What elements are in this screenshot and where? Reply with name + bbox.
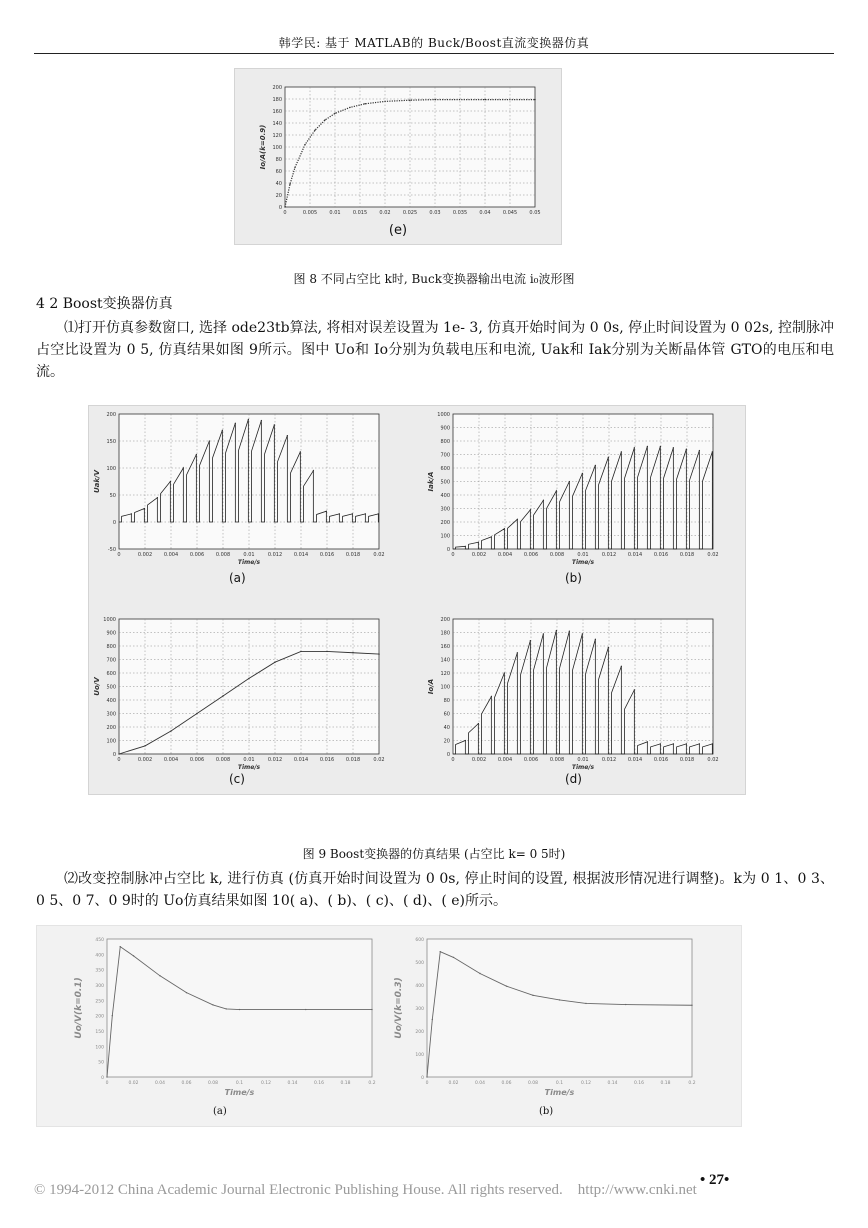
- x-tick-label: 0: [105, 1081, 109, 1086]
- data-point: [712, 451, 713, 452]
- data-point: [106, 1076, 107, 1077]
- y-tick-label: 0: [421, 1076, 424, 1081]
- data-point: [118, 753, 119, 754]
- x-tick-label: 0.012: [601, 552, 617, 558]
- x-tick-label: 0.004: [497, 552, 513, 558]
- data-point: [157, 497, 158, 498]
- data-point: [261, 420, 262, 421]
- y-tick-label: 200: [440, 520, 450, 526]
- data-point: [543, 633, 544, 634]
- data-point: [491, 536, 492, 537]
- x-tick-label: 0.02: [373, 757, 385, 763]
- y-tick-label: 150: [95, 1030, 104, 1035]
- y-tick-label: 180: [440, 630, 450, 637]
- y-tick-label: 200: [415, 1030, 424, 1035]
- figure-9c-label: (c): [229, 772, 245, 786]
- y-tick-label: 200: [106, 412, 116, 418]
- data-point: [274, 662, 275, 663]
- plot-frame: [107, 939, 372, 1077]
- paragraph-1: ⑴打开仿真参数窗口, 选择 ode23tb算法, 将相对误差设置为 1e- 3, 仿真开始时间为 0 0s, 停止时间设置为 0 02s, 控制脉冲占空比设置为 0 5, 仿真结果如图 9所示。图中 Uo和 Io分别为负载电压和电流, Uak和 Iak分别为关断晶体管 GTO的电压和电流。: [36, 320, 834, 380]
- y-tick-label: 100: [106, 466, 116, 472]
- data-point: [556, 630, 557, 631]
- data-point: [647, 741, 648, 742]
- data-point: [170, 481, 171, 482]
- x-tick-label: 0.014: [627, 552, 643, 558]
- x-tick-label: 0.004: [163, 757, 179, 763]
- data-point: [484, 99, 485, 100]
- x-tick-label: 0.02: [379, 210, 391, 216]
- data-point: [112, 1015, 113, 1016]
- y-tick-label: 50: [109, 493, 116, 499]
- data-point: [352, 513, 353, 514]
- data-point: [409, 100, 410, 101]
- figure-9-caption: 图 9 Boost变换器的仿真结果 (占空比 k= 0 5时): [302, 847, 566, 861]
- y-tick-label: 100: [440, 684, 450, 691]
- y-tick-label: 400: [440, 493, 450, 499]
- data-point: [691, 1005, 692, 1006]
- data-point: [569, 631, 570, 632]
- running-header: 韩学民: 基于 MATLAB的 Buck/Boost直流变换器仿真: [278, 36, 590, 50]
- x-tick-label: 0.01: [243, 757, 255, 763]
- data-point: [608, 647, 609, 648]
- y-tick-label: 120: [272, 133, 282, 139]
- y-tick-label: 500: [415, 961, 424, 966]
- x-tick-label: 0.14: [607, 1081, 618, 1086]
- y-tick-label: 80: [443, 698, 450, 704]
- data-point: [304, 144, 305, 145]
- y-tick-label: 150: [106, 439, 116, 445]
- data-point: [186, 992, 187, 993]
- data-point: [559, 999, 560, 1000]
- x-tick-label: 0.006: [189, 757, 205, 763]
- data-point: [364, 103, 365, 104]
- data-point: [324, 119, 325, 120]
- y-tick-label: 900: [440, 425, 450, 432]
- y-tick-label: 0: [278, 205, 282, 211]
- y-tick-label: 50: [98, 1060, 104, 1066]
- y-tick-label: 160: [272, 109, 282, 115]
- x-tick-label: 0.08: [527, 1081, 539, 1086]
- y-tick-label: 600: [415, 938, 424, 943]
- x-tick-label: 0.04: [479, 210, 491, 216]
- y-tick-label: 100: [272, 145, 282, 151]
- x-tick-label: 0.008: [215, 757, 231, 763]
- data-point: [144, 745, 145, 746]
- x-tick-label: 0.016: [319, 552, 335, 558]
- section-heading: 4 2 Boost变换器仿真: [36, 296, 173, 312]
- x-tick-label: 0.008: [215, 552, 231, 558]
- y-tick-label: 300: [415, 1007, 424, 1012]
- y-tick-label: 800: [440, 439, 450, 445]
- data-point: [556, 490, 557, 491]
- x-tick-label: 0.14: [287, 1081, 298, 1086]
- figure-9-panel: [88, 405, 746, 795]
- y-tick-label: 400: [106, 698, 116, 704]
- data-point: [595, 465, 596, 466]
- y-tick-label: 0: [101, 1076, 104, 1081]
- data-point: [712, 743, 713, 744]
- y-tick-label: 900: [106, 630, 116, 637]
- x-axis-label: Time/s: [544, 1088, 575, 1097]
- x-axis-label: Time/s: [571, 559, 595, 566]
- y-axis-label: Uo/V(k=0.3): [394, 977, 404, 1039]
- data-point: [378, 653, 379, 654]
- x-tick-label: 0.01: [577, 757, 589, 763]
- x-tick-label: 0.12: [260, 1081, 272, 1086]
- data-point: [314, 130, 315, 131]
- chart-fig10b: [387, 931, 717, 1111]
- data-point: [453, 957, 454, 958]
- y-tick-label: 60: [443, 711, 450, 718]
- data-point: [300, 651, 301, 652]
- data-point: [133, 955, 134, 956]
- x-tick-label: 0.012: [601, 757, 617, 763]
- x-tick-label: 0.02: [448, 1081, 459, 1086]
- data-point: [673, 743, 674, 744]
- data-point: [144, 508, 145, 509]
- x-axis-label: Time/s: [224, 1088, 255, 1097]
- y-tick-label: 600: [106, 671, 116, 677]
- x-tick-label: 0: [425, 1081, 429, 1086]
- data-point: [491, 696, 492, 697]
- y-tick-label: 200: [440, 617, 450, 623]
- data-point: [569, 481, 570, 482]
- data-point: [384, 101, 385, 102]
- data-point: [686, 449, 687, 450]
- x-axis-label: Time/s: [237, 764, 261, 771]
- data-point: [371, 1009, 372, 1010]
- data-point: [235, 423, 236, 424]
- y-tick-label: 140: [440, 657, 450, 664]
- x-tick-label: 0.014: [627, 757, 643, 763]
- y-tick-label: 200: [106, 725, 116, 731]
- x-tick-label: 0.04: [154, 1081, 166, 1086]
- x-tick-label: 0.16: [313, 1081, 325, 1086]
- data-point: [349, 107, 350, 108]
- x-tick-label: 0.12: [580, 1081, 592, 1086]
- data-point: [686, 743, 687, 744]
- data-point: [426, 1076, 427, 1077]
- data-point: [274, 424, 275, 425]
- y-tick-label: 120: [440, 671, 450, 677]
- figure-8-panel: [234, 68, 562, 245]
- y-tick-label: 160: [440, 644, 450, 650]
- x-tick-label: 0.03: [429, 210, 441, 216]
- data-point: [339, 513, 340, 514]
- data-point: [289, 184, 290, 185]
- x-tick-label: 0.006: [523, 552, 539, 558]
- data-point: [532, 995, 533, 996]
- copyright-footer: © 1994-2012 China Academic Journal Electronic Publishing House. All rights reserved. http://www.cnki.net: [34, 1182, 697, 1198]
- x-tick-label: 0: [451, 757, 455, 763]
- x-tick-label: 0.018: [679, 552, 695, 558]
- data-point: [506, 985, 507, 986]
- figure-9a-label: (a): [229, 571, 246, 585]
- x-tick-label: 0.006: [523, 757, 539, 763]
- y-tick-label: 100: [106, 738, 116, 745]
- y-tick-label: 100: [95, 1045, 104, 1051]
- x-tick-label: 0.08: [207, 1081, 219, 1086]
- data-point: [517, 652, 518, 653]
- data-point: [326, 511, 327, 512]
- data-point: [478, 723, 479, 724]
- data-point: [334, 113, 335, 114]
- data-point: [284, 206, 285, 207]
- data-point: [504, 528, 505, 529]
- x-tick-label: 0: [117, 757, 121, 763]
- x-tick-label: 0.1: [555, 1081, 564, 1086]
- y-tick-label: 20: [443, 738, 450, 745]
- data-point: [504, 672, 505, 673]
- x-tick-label: 0.002: [471, 552, 487, 558]
- x-tick-label: 0: [117, 552, 121, 558]
- x-axis-label: Time/s: [237, 559, 261, 566]
- data-point: [131, 513, 132, 514]
- y-axis-label: Uo/V(k=0.1): [74, 977, 84, 1039]
- data-point: [248, 419, 249, 420]
- y-tick-label: 350: [95, 968, 104, 974]
- figure-10-panel: [36, 925, 742, 1127]
- y-tick-label: 100: [440, 533, 450, 540]
- x-tick-label: 0.01: [243, 552, 255, 558]
- data-point: [365, 513, 366, 514]
- chart-fig9a: [89, 406, 399, 581]
- data-point: [248, 678, 249, 679]
- y-tick-label: -50: [107, 547, 116, 553]
- x-tick-label: 0.004: [497, 757, 513, 763]
- x-tick-label: 0.012: [267, 757, 283, 763]
- data-point: [585, 1003, 586, 1004]
- x-tick-label: 0.02: [707, 757, 719, 763]
- y-tick-label: 450: [95, 938, 104, 943]
- x-tick-label: 0.1: [235, 1081, 244, 1086]
- x-tick-label: 0.06: [181, 1081, 192, 1086]
- y-tick-label: 180: [272, 97, 282, 103]
- data-point: [159, 975, 160, 976]
- data-point: [432, 1019, 433, 1020]
- data-point: [621, 451, 622, 452]
- x-tick-label: 0.2: [368, 1081, 376, 1086]
- x-tick-label: 0.016: [319, 757, 335, 763]
- x-tick-label: 0.02: [373, 552, 385, 558]
- data-point: [530, 509, 531, 510]
- x-tick-label: 0.18: [340, 1081, 351, 1086]
- page-number: • 27•: [700, 1172, 730, 1188]
- data-point: [239, 1009, 240, 1010]
- data-point: [660, 446, 661, 447]
- x-tick-label: 0.014: [293, 552, 309, 558]
- x-tick-label: 0.01: [329, 210, 341, 216]
- y-axis-label: Io/A: [427, 678, 435, 695]
- y-tick-label: 60: [275, 169, 282, 175]
- y-tick-label: 500: [106, 684, 116, 691]
- data-point: [222, 695, 223, 696]
- x-axis-label: Time/s: [571, 764, 595, 771]
- x-tick-label: 0.06: [501, 1081, 512, 1086]
- figure-8-panel-label: (e): [388, 223, 408, 238]
- y-tick-label: 200: [272, 85, 282, 91]
- data-point: [517, 519, 518, 520]
- y-tick-label: 300: [95, 984, 104, 989]
- y-tick-label: 0: [112, 752, 116, 758]
- chart-fig10a: [67, 931, 397, 1111]
- data-point: [352, 652, 353, 653]
- data-point: [209, 440, 210, 441]
- data-point: [196, 454, 197, 455]
- data-point: [120, 946, 121, 947]
- y-tick-label: 1000: [437, 412, 450, 418]
- data-point: [608, 457, 609, 458]
- data-point: [647, 446, 648, 447]
- y-tick-label: 600: [440, 466, 450, 472]
- y-tick-label: 400: [95, 953, 104, 959]
- figure-9d-label: (d): [565, 772, 582, 786]
- data-point: [699, 743, 700, 744]
- y-axis-label: Uak/V: [93, 469, 101, 494]
- x-tick-label: 0.004: [163, 552, 179, 558]
- header-rule: [34, 53, 834, 54]
- x-tick-label: 0.008: [549, 757, 565, 763]
- y-tick-label: 140: [272, 121, 282, 127]
- y-axis-label: Iak/A: [427, 471, 435, 492]
- figure-10a-label: (a): [213, 1106, 227, 1117]
- x-tick-label: 0: [283, 210, 287, 216]
- data-point: [543, 500, 544, 501]
- x-tick-label: 0.008: [549, 552, 565, 558]
- data-point: [479, 973, 480, 974]
- y-tick-label: 700: [106, 657, 116, 664]
- y-tick-label: 80: [275, 157, 282, 163]
- figure-9b-label: (b): [565, 571, 582, 585]
- x-tick-label: 0.05: [529, 210, 541, 216]
- y-tick-label: 300: [440, 506, 450, 513]
- data-point: [582, 633, 583, 634]
- data-point: [183, 467, 184, 468]
- data-point: [378, 513, 379, 514]
- y-tick-label: 1000: [103, 617, 116, 623]
- x-tick-label: 0.02: [128, 1081, 139, 1086]
- y-tick-label: 800: [106, 644, 116, 650]
- data-point: [226, 1008, 227, 1009]
- x-tick-label: 0.2: [688, 1081, 696, 1086]
- data-point: [222, 430, 223, 431]
- x-tick-label: 0.002: [137, 757, 153, 763]
- x-tick-label: 0.016: [653, 552, 669, 558]
- data-point: [699, 450, 700, 451]
- data-point: [434, 99, 435, 100]
- data-point: [621, 666, 622, 667]
- chart-fig9b: [419, 406, 739, 581]
- y-tick-label: 400: [415, 984, 424, 989]
- chart-fig9d: [419, 611, 739, 786]
- y-tick-label: 40: [443, 725, 450, 731]
- data-point: [313, 470, 314, 471]
- data-point: [673, 447, 674, 448]
- y-tick-label: 40: [275, 181, 282, 187]
- y-tick-label: 700: [440, 452, 450, 459]
- data-point: [326, 651, 327, 652]
- figure-10b-label: (b): [539, 1106, 554, 1117]
- data-point: [196, 713, 197, 714]
- data-point: [305, 1009, 306, 1010]
- data-point: [212, 1004, 213, 1005]
- x-tick-label: 0.045: [502, 210, 518, 216]
- x-tick-label: 0.012: [267, 552, 283, 558]
- x-tick-label: 0.015: [352, 210, 368, 216]
- x-tick-label: 0.005: [302, 210, 318, 216]
- x-tick-label: 0.002: [471, 757, 487, 763]
- data-point: [465, 546, 466, 547]
- x-tick-label: 0.016: [653, 757, 669, 763]
- data-point: [300, 451, 301, 452]
- x-tick-label: 0.025: [402, 210, 418, 216]
- data-point: [582, 473, 583, 474]
- data-point: [660, 743, 661, 744]
- x-tick-label: 0.16: [633, 1081, 645, 1086]
- x-tick-label: 0.035: [452, 210, 468, 216]
- data-point: [595, 639, 596, 640]
- chart-fig8e: [235, 69, 561, 244]
- data-point: [625, 1004, 626, 1005]
- data-point: [465, 740, 466, 741]
- data-point: [287, 435, 288, 436]
- plot-frame: [427, 939, 692, 1077]
- x-tick-label: 0.18: [660, 1081, 671, 1086]
- y-axis-label: Uo/V: [93, 677, 101, 696]
- x-tick-label: 0.006: [189, 552, 205, 558]
- y-tick-label: 250: [95, 999, 104, 1005]
- figure-8-caption: 图 8 不同占空比 k时, Buck变换器输出电流 i₀波形图: [293, 272, 575, 286]
- data-point: [530, 640, 531, 641]
- x-tick-label: 0.01: [577, 552, 589, 558]
- y-tick-label: 0: [446, 547, 450, 553]
- y-tick-label: 500: [440, 479, 450, 486]
- x-tick-label: 0.02: [707, 552, 719, 558]
- data-point: [294, 167, 295, 168]
- y-tick-label: 0: [112, 520, 116, 526]
- data-point: [440, 951, 441, 952]
- x-tick-label: 0: [451, 552, 455, 558]
- chart-fig9c: [89, 611, 399, 786]
- y-tick-label: 0: [446, 752, 450, 758]
- y-tick-label: 300: [106, 711, 116, 718]
- data-point: [534, 99, 535, 100]
- y-tick-label: 100: [415, 1053, 424, 1058]
- data-point: [634, 447, 635, 448]
- data-point: [634, 689, 635, 690]
- x-tick-label: 0.018: [345, 757, 361, 763]
- y-axis-label: Io/A(k=0.9): [259, 124, 267, 170]
- x-tick-label: 0.04: [474, 1081, 486, 1086]
- x-tick-label: 0.014: [293, 757, 309, 763]
- x-tick-label: 0.002: [137, 552, 153, 558]
- y-tick-label: 20: [275, 193, 282, 199]
- x-tick-label: 0.018: [679, 757, 695, 763]
- paragraph-2: ⑵改变控制脉冲占空比 k, 进行仿真 (仿真开始时间设置为 0 0s, 停止时间的设置, 根据波形情况进行调整)。k为 0 1、0 3、0 5、0 7、0 9时的 Uo仿真结果如图 10( a)、( b)、( c)、( d)、( e)所示。: [36, 871, 834, 909]
- y-tick-label: 200: [95, 1014, 104, 1020]
- data-point: [170, 730, 171, 731]
- data-point: [478, 542, 479, 543]
- x-tick-label: 0.018: [345, 552, 361, 558]
